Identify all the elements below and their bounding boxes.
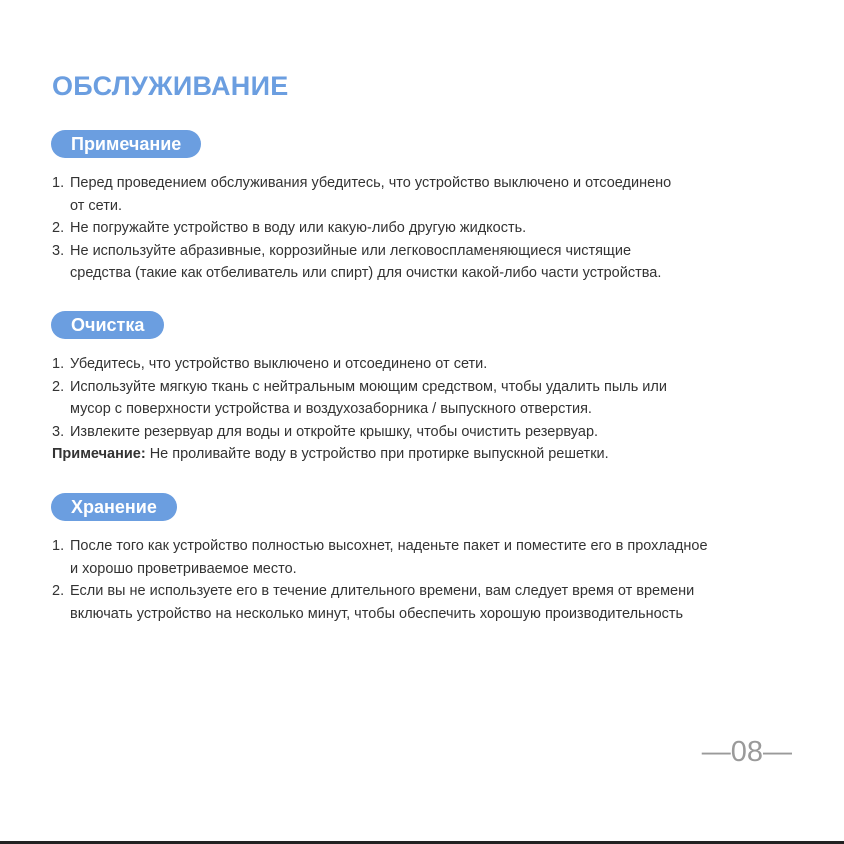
list-item [52,535,792,580]
item-text-line: Если вы не используете его в течение длительного времени, вам следует время от времени [70,583,695,599]
list-item [52,376,792,421]
item-number: 2. [52,220,65,236]
item-number: 2. [52,378,65,395]
item-number: 1. [52,175,65,191]
page-number: —08— [701,736,792,768]
item-text-line: Перед проведением обслуживания убедитесь, что устройство выключено и отсоединено [70,175,672,191]
page-title: ОБСЛУЖИВАНИЕ [52,71,289,101]
note-label: Примечание: [52,446,146,462]
item-text-line: средства (такие как отбеливатель или спирт) для очистки какой-либо части устройства. [70,265,662,281]
item-text-line: от сети. [70,197,123,214]
item-text-line: и хорошо проветриваемое место. [70,560,297,577]
item-number: 2. [52,583,65,599]
list-item [52,240,792,285]
item-text-line: Извлеките резервуар для воды и откройте крышку, чтобы очистить резервуар. [70,423,599,440]
storage-list [52,535,792,625]
cleaning-note [52,443,792,466]
item-number: 3. [52,242,65,259]
list-item [52,217,792,240]
item-number: 3. [52,423,65,440]
section-heading-storage: Хранение [51,493,177,521]
item-text-line: Убедитесь, что устройство выключено и отсоединено от сети. [70,356,488,372]
item-text-line: Не используйте абразивные, коррозийные или легковоспламеняющиеся чистящие [70,242,632,259]
list-item [52,580,792,625]
section-heading-cleaning: Очистка [51,311,164,339]
item-text-line: мусор с поверхности устройства и воздухозаборника / выпускного отверстия. [70,401,592,417]
note-list [52,172,792,285]
cleaning-list [52,353,792,443]
item-text-line: После того как устройство полностью высохнет, наденьте пакет и поместите его в прохладное [70,538,708,554]
list-item [52,172,792,217]
section-heading-note: Примечание [51,130,201,158]
item-number: 1. [52,538,65,554]
list-item [52,353,792,376]
item-text-line: включать устройство на несколько минут, чтобы обеспечить хорошую производительность [70,605,684,622]
item-number: 1. [52,356,65,372]
item-text-line: Не погружайте устройство в воду или какую-либо другую жидкость. [70,220,527,236]
item-text-line: Используйте мягкую ткань с нейтральным моющим средством, чтобы удалить пыль или [70,378,667,395]
list-item [52,421,792,444]
note-text: Не проливайте воду в устройство при протирке выпускной решетки. [145,446,609,462]
